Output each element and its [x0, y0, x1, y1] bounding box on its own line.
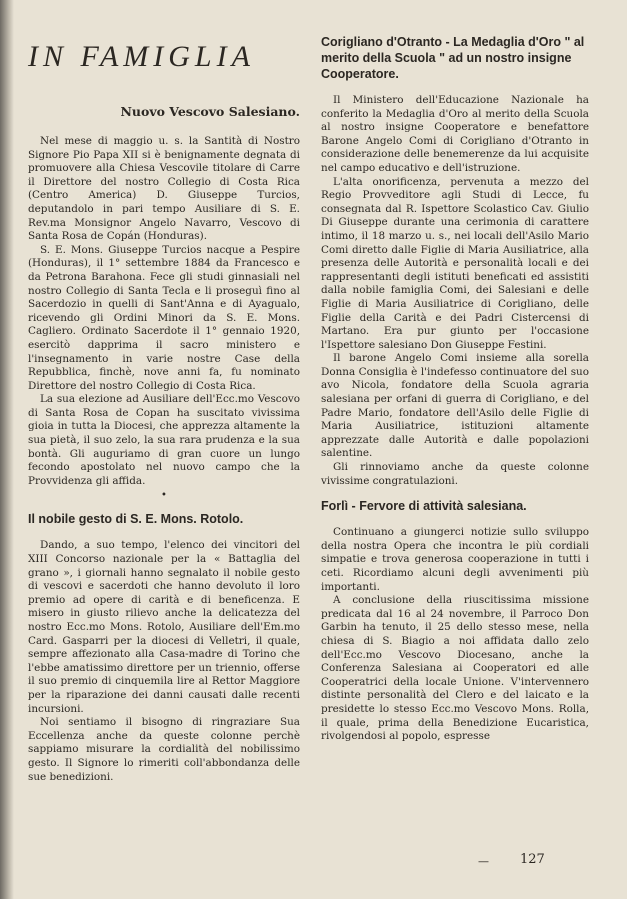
paragraph: A conclusione della riuscitissima missione predicata dal 16 al 24 novembre, il Parroco Don Garbin ha tenuto, il 25 dello stesso mese, nella chiesa di S. Biagio a noi affidata dallo zelo dell'Ecc.mo Vescovo Diocesano, anche la Conferenza Salesiana ai Cooperatori ed alle Cooperatrici della locale Unione. V'intervennero distinte personalità del Clero e del laicato e la presidette lo stesso Ecc.mo Vescovo Mons. Rolla, il quale, prima della Benedizione Eucaristica, rivolgendosi al popolo, espresse — [321, 594, 589, 743]
paragraph: L'alta onorificenza, pervenuta a mezzo del Regio Provveditore agli Studi di Lecce, fu consegnata dal R. Ispettore Scolastico Cav. Giulio Di Giuseppe durante una cerimonia di carattere intimo, il 18 marzo u. s., nei locali dell'Asilo Mario Comi diretto dalle Figlie di Maria Ausiliatrice, alla presenza delle Autorità e personalità locali e dei rappresentanti degli istituti beneficati ed assistiti dalla nobile famiglia Comi, dei Salesiani e delle Figlie di Maria Ausiliatrice di Corigliano, delle Figlie della Carità e dei Padri Cistercensi di Martano. Era pur giunto per l'occasione l'Ispettore salesiano Don Giuseppe Festini. — [321, 175, 589, 351]
paragraph: La sua elezione ad Ausiliare dell'Ecc.mo Vescovo di Santa Rosa de Copan ha suscitato vivissima gioia in tutta la Diocesi, che apprezza altamente la sua pietà, il suo zelo, la sua rara prudenza e la sua bontà. Gli auguriamo di gran cuore un lungo fecondo apostolato nel nuovo campo che la Provvidenza gli affida. — [28, 393, 300, 487]
paragraph: Dando, a suo tempo, l'elenco dei vincitori del XIII Concorso nazionale per la « Battaglia del grano », i giornali hanno segnalato il nobile gesto di vescovi e sacerdoti che hanno devoluto il loro premio ad opere di carità e di beneficenza. E misero in giusto rilievo anche la delicatezza del nostro Ecc.mo Mons. Rotolo, Ausiliare dell'Em.mo Card. Gasparri per la diocesi di Velletri, il quale, sempre affezionato alla Casa-madre di Torino che l'ebbe amatissimo direttore per un triennio, offerse il suo premio di cinquemila lire al Rettor Maggiore per la riparazione dei danni causati dalle recenti incursioni. — [28, 539, 300, 715]
article-title-vescovo: Nuovo Vescovo Salesiano. — [120, 104, 300, 119]
paragraph: Il Ministero dell'Educazione Nazionale ha conferito la Medaglia d'Oro al merito della Scuola al nostro insigne Cooperatore e benefattore Barone Angelo Comi di Corigliano d'Otranto in considerazione delle benemerenze da lui acquisite nel campo educativo e dell'istruzione. — [321, 94, 589, 174]
paragraph: Nel mese di maggio u. s. la Santità di Nostro Signore Pio Papa XII si è benignamente degnata di promuovere alla Chiesa Vescovile titolare di Carre il Direttore del nostro Collegio di Costa Rica (Centro America) D. Giuseppe Turcios, deputandolo in pari tempo Ausiliare di S. E. Rev.ma Monsignor Angelo Navarro, Vescovo di Santa Rosa de Copán (Honduras). — [28, 135, 300, 243]
footer-dash: — — [478, 855, 489, 868]
section-separator: • — [161, 490, 167, 502]
paragraph: Continuano a giungerci notizie sullo sviluppo della nostra Opera che incontra le più cordiali simpatie e trova generosa cooperazione in tutti i ceti. Ricordiamo alcuni degli avvenimenti più importanti. — [321, 526, 589, 593]
article-title-corigliano: Corigliano d'Otranto - La Medaglia d'Oro " al merito della Scuola " ad un nostro insigne Cooperatore. — [321, 35, 585, 81]
spacer — [321, 488, 589, 498]
section-masthead: IN FAMIGLIA — [28, 40, 255, 73]
left-column — [28, 34, 300, 784]
paragraph: Gli rinnoviamo anche da queste colonne vivissime congratulazioni. — [321, 461, 589, 487]
article-title-rotolo: Il nobile gesto di S. E. Mons. Rotolo. — [28, 512, 244, 527]
paragraph: Il barone Angelo Comi insieme alla sorella Donna Consiglia è l'indefesso continuatore del suo avo Nicola, fondatore della Scuola agraria salesiana per orfani di guerra di Corigliano, e del Padre Mario, fondatore dell'Asilo delle Figlie di Maria Ausiliatrice, istituzioni altamente apprezzate dalle Autorità e dalle popolazioni salentine. — [321, 352, 589, 460]
paragraph: S. E. Mons. Giuseppe Turcios nacque a Pespire (Honduras), il 1° settembre 1884 da Francesco e da Petrona Barahona. Fece gli studi ginnasiali nel nostro Collegio di Santa Tecla e li proseguì fino al Sacerdozio in quelli di Sant'Anna e di Ayagualo, ricevendo gli Ordini Minori da S. E. Mons. Cagliero. Ordinato Sacerdote il 1° gennaio 1920, esercitò dapprima il sacro ministero e l'insegnamento in varie nostre Case della Repubblica, finchè, nove anni fa, fu nominato Direttore del nostro Collegio di Costa Rica. — [28, 243, 300, 392]
book-spine-shadow — [0, 0, 14, 899]
paragraph: Noi sentiamo il bisogno di ringraziare Sua Eccellenza anche da queste colonne perchè sappiamo misurare la cordialità del nobilissimo gesto. Il Signore lo rimeriti coll'abbondanza delle sue benedizioni. — [28, 716, 300, 783]
right-column — [321, 34, 589, 744]
page-number: 127 — [520, 852, 545, 867]
article-title-forli: Forlì - Fervore di attività salesiana. — [321, 499, 527, 514]
